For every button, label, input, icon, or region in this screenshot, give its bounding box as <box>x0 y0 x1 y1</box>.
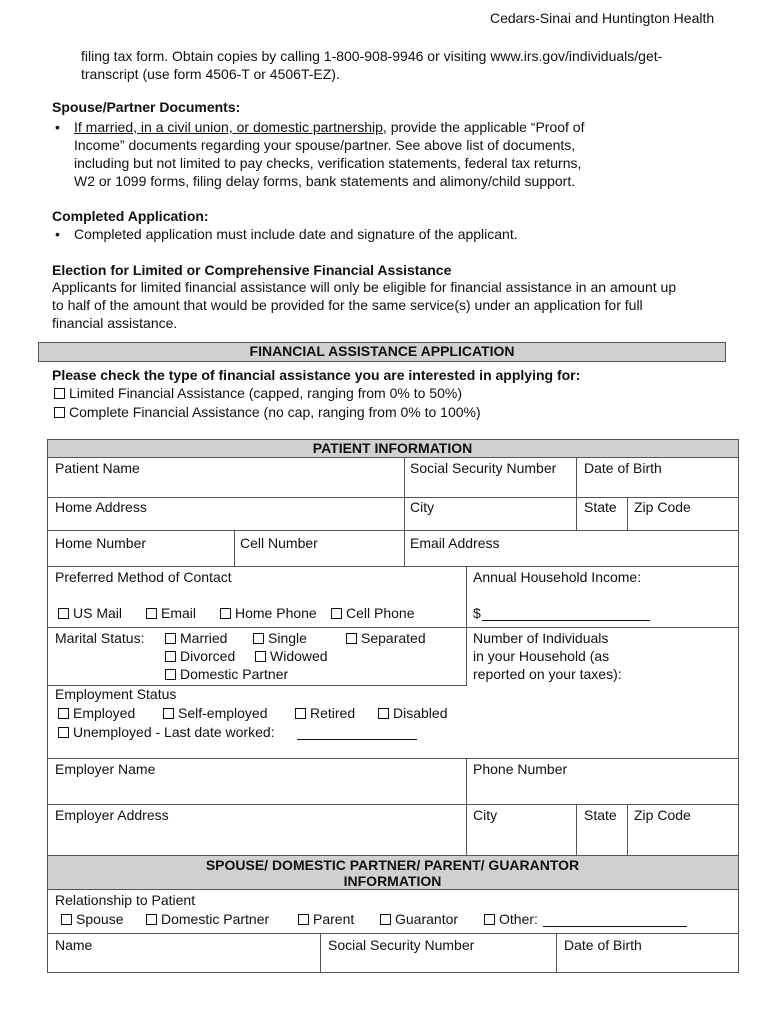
state-label: State <box>584 499 617 515</box>
complete-assistance-option[interactable] <box>54 404 481 421</box>
checkbox-icon[interactable] <box>220 608 231 619</box>
completed-app-heading: Completed Application: <box>52 208 209 224</box>
employment-option-label: Retired <box>310 705 356 721</box>
contact-option-label: Home Phone <box>235 605 317 621</box>
employment-retired-option[interactable] <box>295 705 355 722</box>
employment-option-label: Disabled <box>393 705 448 721</box>
guarantor-dob-label: Date of Birth <box>564 937 642 953</box>
checkbox-icon[interactable] <box>146 914 157 925</box>
employment-employed-option[interactable] <box>58 705 135 722</box>
marital-separated-option[interactable] <box>346 630 426 647</box>
employer-name-label: Employer Name <box>55 761 156 777</box>
checkbox-icon[interactable] <box>165 633 176 644</box>
checkbox-icon[interactable] <box>146 608 157 619</box>
relationship-other-option[interactable] <box>484 911 538 928</box>
checkbox-icon[interactable] <box>331 608 342 619</box>
marital-option-label: Separated <box>361 630 426 646</box>
household-count-label-1: Number of Individuals <box>473 630 609 646</box>
patient-ssn-label: Social Security Number <box>410 460 557 476</box>
email-address-label: Email Address <box>410 535 500 551</box>
checkbox-icon[interactable] <box>378 708 389 719</box>
guarantor-header-line-2: INFORMATION <box>343 873 442 889</box>
guarantor-ssn-label: Social Security Number <box>328 937 475 953</box>
employment-option-label: Unemployed - Last date worked: <box>73 724 275 740</box>
election-line-2: to half of the amount that would be provided for the same service(s) under an application for full <box>52 297 643 313</box>
marital-option-label: Widowed <box>270 648 328 664</box>
contact-email-option[interactable] <box>146 605 196 622</box>
checkbox-icon[interactable] <box>58 608 69 619</box>
patient-name-label: Patient Name <box>55 460 140 476</box>
checkbox-icon[interactable] <box>58 727 69 738</box>
contact-option-label: US Mail <box>73 605 123 621</box>
bullet-icon: • <box>55 226 60 242</box>
phone-number-label: Phone Number <box>473 761 568 777</box>
checkbox-icon[interactable] <box>380 914 391 925</box>
checkbox-icon[interactable] <box>163 708 174 719</box>
contact-us-mail-option[interactable] <box>58 605 122 622</box>
marital-option-label: Domestic Partner <box>180 666 289 682</box>
checkbox-icon[interactable] <box>61 914 72 925</box>
complete-assistance-label: Complete Financial Assistance (no cap, ranging from 0% to 100%) <box>69 404 481 420</box>
guarantor-header-line-1: SPOUSE/ DOMESTIC PARTNER/ PARENT/ GUARANTOR <box>205 857 580 873</box>
relationship-option-label: Guarantor <box>395 911 459 927</box>
household-income-label: Annual Household Income: <box>473 569 642 585</box>
employment-self-employed-option[interactable] <box>163 705 268 722</box>
contact-option-label: Email <box>161 605 197 621</box>
election-line-1: Applicants for limited financial assistance will only be eligible for financial assistance in an amount up <box>52 279 677 295</box>
cell-number-label: Cell Number <box>240 535 318 551</box>
checkbox-icon[interactable] <box>54 388 65 399</box>
relationship-spouse-option[interactable] <box>61 911 123 928</box>
preferred-contact-label: Preferred Method of Contact <box>55 569 232 585</box>
relationship-guarantor-option[interactable] <box>380 911 458 928</box>
city-label: City <box>410 499 435 515</box>
organization-header: Cedars-Sinai and Huntington Health <box>490 10 715 26</box>
patient-name-field[interactable] <box>50 478 402 495</box>
employment-option-label: Employed <box>73 705 136 721</box>
relationship-option-label: Spouse <box>76 911 124 927</box>
marital-divorced-option[interactable] <box>165 648 235 665</box>
spouse-docs-line-4: W2 or 1099 forms, filing delay forms, bank statements and alimony/child support. <box>74 173 576 189</box>
checkbox-icon[interactable] <box>484 914 495 925</box>
financial-assistance-title: FINANCIAL ASSISTANCE APPLICATION <box>249 343 515 359</box>
zip-code-label: Zip Code <box>634 499 691 515</box>
bullet-icon: • <box>55 119 60 135</box>
assistance-type-question: Please check the type of financial assistance you are interested in applying for: <box>52 367 581 383</box>
relationship-label: Relationship to Patient <box>55 892 196 908</box>
household-count-label-2: in your Household (as <box>473 648 610 664</box>
spouse-docs-line-3: including but not limited to pay checks, verification statements, federal tax returns, <box>74 155 582 171</box>
employer-state-label: State <box>584 807 617 823</box>
checkbox-icon[interactable] <box>298 914 309 925</box>
checkbox-icon[interactable] <box>165 669 176 680</box>
employment-option-label: Self-employed <box>178 705 268 721</box>
intro-line-1: filing tax form. Obtain copies by calling 1-800-908-9946 or visiting www.irs.gov/individuals/get- <box>81 48 663 64</box>
relationship-option-label: Domestic Partner <box>161 911 270 927</box>
relationship-domestic-partner-option[interactable] <box>146 911 269 928</box>
marital-single-option[interactable] <box>253 630 307 647</box>
contact-home-phone-option[interactable] <box>220 605 317 622</box>
relationship-other-field[interactable] <box>543 926 687 927</box>
guarantor-name-label: Name <box>55 937 93 953</box>
intro-line-2: transcript (use form 4506-T or 4506T-EZ). <box>81 66 340 82</box>
checkbox-icon[interactable] <box>255 651 266 662</box>
household-income-field[interactable] <box>482 620 650 621</box>
patient-info-header: PATIENT INFORMATION <box>312 440 473 456</box>
marital-status-label: Marital Status: <box>55 630 145 646</box>
marital-domestic-partner-option[interactable] <box>165 666 288 683</box>
spouse-docs-heading: Spouse/Partner Documents: <box>52 99 241 115</box>
relationship-option-label: Parent <box>313 911 355 927</box>
relationship-option-label: Other: <box>499 911 538 927</box>
spouse-docs-line-2: Income” documents regarding your spouse/partner. See above list of documents, <box>74 137 576 153</box>
checkbox-icon[interactable] <box>165 651 176 662</box>
spouse-docs-line-1 <box>74 119 585 136</box>
spouse-docs-underlined: If married, in a civil union, or domestic partnership, <box>74 119 387 135</box>
relationship-parent-option[interactable] <box>298 911 354 928</box>
employment-unemployed-option[interactable] <box>58 724 275 741</box>
election-heading: Election for Limited or Comprehensive Financial Assistance <box>52 262 452 278</box>
household-count-label-3: reported on your taxes): <box>473 666 622 682</box>
marital-option-label: Single <box>268 630 307 646</box>
marital-option-label: Married <box>180 630 228 646</box>
marital-widowed-option[interactable] <box>255 648 328 665</box>
home-number-label: Home Number <box>55 535 147 551</box>
limited-assistance-label: Limited Financial Assistance (capped, ranging from 0% to 50%) <box>69 385 462 401</box>
employment-disabled-option[interactable] <box>378 705 447 722</box>
checkbox-icon[interactable] <box>54 407 65 418</box>
election-line-3: financial assistance. <box>52 315 178 331</box>
marital-married-option[interactable] <box>165 630 227 647</box>
employer-address-label: Employer Address <box>55 807 169 823</box>
checkbox-icon[interactable] <box>253 633 264 644</box>
contact-cell-phone-option[interactable] <box>331 605 415 622</box>
checkbox-icon[interactable] <box>295 708 306 719</box>
spouse-docs-line-1-rest: provide the applicable “Proof of <box>386 119 585 135</box>
patient-dob-label: Date of Birth <box>584 460 662 476</box>
last-date-worked-field[interactable] <box>297 739 417 740</box>
income-dollar-sign: $ <box>473 605 481 621</box>
home-address-label: Home Address <box>55 499 147 515</box>
limited-assistance-option[interactable] <box>54 385 462 402</box>
employer-zip-label: Zip Code <box>634 807 691 823</box>
checkbox-icon[interactable] <box>346 633 357 644</box>
completed-app-text: Completed application must include date and signature of the applicant. <box>74 226 518 242</box>
checkbox-icon[interactable] <box>58 708 69 719</box>
employment-status-label: Employment Status <box>55 686 177 702</box>
employer-city-label: City <box>473 807 498 823</box>
contact-option-label: Cell Phone <box>346 605 415 621</box>
marital-option-label: Divorced <box>180 648 236 664</box>
